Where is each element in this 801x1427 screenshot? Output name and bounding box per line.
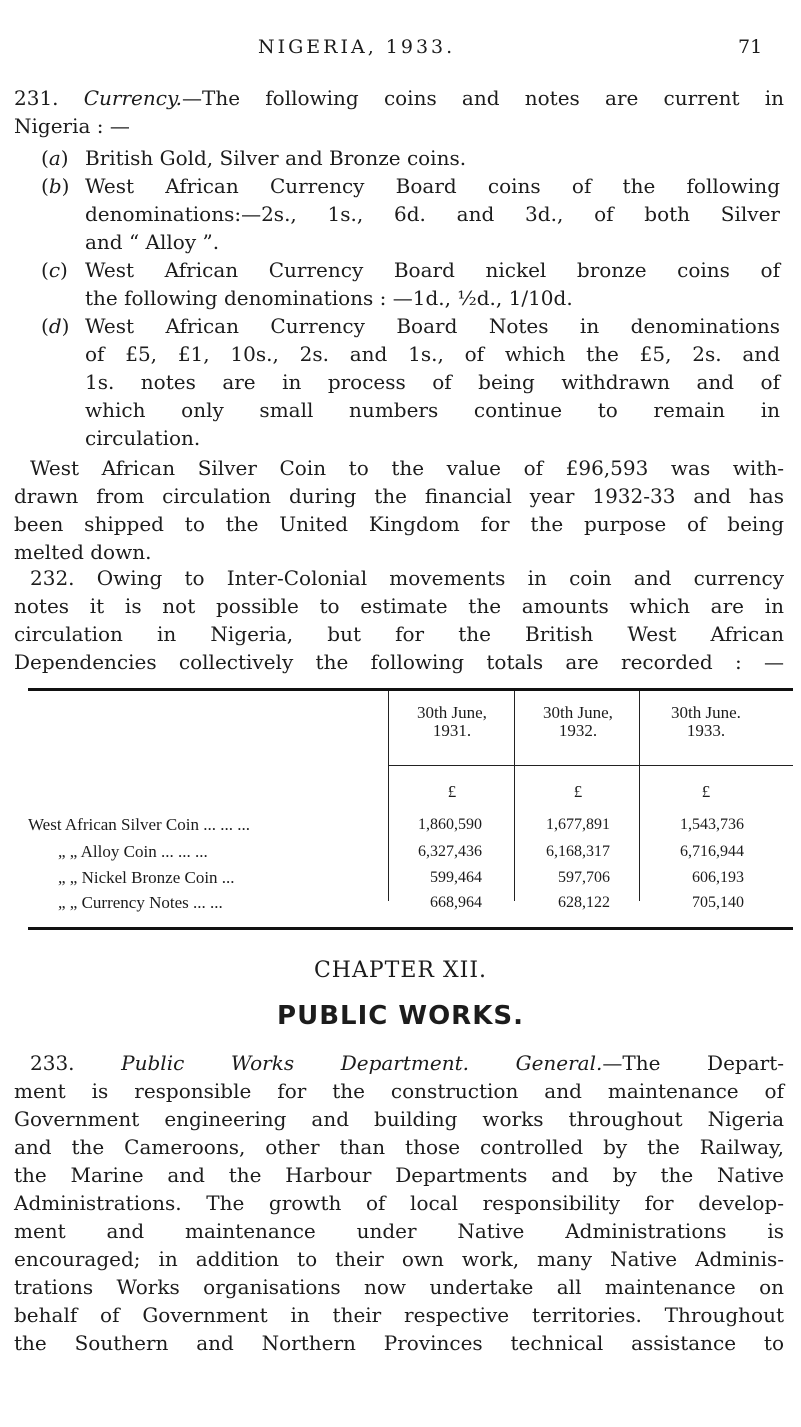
text-line: trations Works organisations now undertake all maintenance on (14, 1275, 784, 1299)
column-header-line: 1932. (558, 721, 598, 740)
running-header (0, 36, 801, 66)
text-line: 233. Public Works Department. General.—The Depart- (30, 1051, 785, 1075)
text-line: circulation. (85, 426, 201, 450)
table-header-rule (388, 765, 793, 766)
table-cell: 628,122 (558, 894, 610, 911)
list-item-label: (a) (41, 146, 69, 170)
text-line: West African Currency Board Notes in denominations (85, 314, 780, 338)
text-line: Nigeria : — (14, 114, 130, 138)
text-line: been shipped to the United Kingdom for the purpose of being (14, 512, 784, 536)
text-line: the Marine and the Harbour Departments and by the Native (14, 1163, 784, 1187)
text-line: British Gold, Silver and Bronze coins. (85, 146, 467, 170)
table-row-label: West African Silver Coin ... ... ... (28, 815, 250, 834)
column-header-line: 1933. (686, 721, 726, 740)
table-cell: 597,706 (558, 869, 610, 886)
text-line: the following denominations : —1d., ½d., 1/10d. (85, 286, 573, 310)
table-cell: 599,464 (430, 869, 482, 886)
table-cell: 6,168,317 (546, 843, 610, 860)
column-header-line: 1931. (432, 721, 472, 740)
section-232 (14, 564, 784, 676)
table-cell: 6,716,944 (680, 843, 744, 860)
text-line: Dependencies collectively the following totals are recorded : — (14, 650, 784, 674)
unit-label: £ (447, 782, 457, 801)
section-231-silver-withdrawal (14, 454, 784, 566)
table-cell: 1,543,736 (680, 816, 744, 833)
text-line: 232. Owing to Inter-Colonial movements in coin and currency (30, 566, 784, 590)
text-line: notes it is not possible to estimate the amounts which are in (14, 594, 784, 618)
chapter-number: CHAPTER XII. (313, 958, 488, 983)
text-line: West African Currency Board coins of the following (85, 174, 780, 198)
text-line: denominations:—2s., 1s., 6d. and 3d., of both Silver (85, 202, 780, 226)
table-cell: 1,860,590 (418, 816, 482, 833)
unit-label: £ (573, 782, 583, 801)
text-line: 231. Currency.—The following coins and notes are current in (14, 86, 784, 110)
text-line: encouraged; in addition to their own work, many Native Adminis- (14, 1247, 784, 1271)
text-line: West African Currency Board nickel bronze coins of (85, 258, 780, 282)
table-cell: 1,677,891 (546, 816, 610, 833)
text-line: West African Silver Coin to the value of £96,593 was with- (30, 456, 784, 480)
table-row-label: „ „ Alloy Coin ... ... ... (58, 842, 208, 861)
text-line: of £5, £1, 10s., 2s. and 1s., of which the £5, 2s. and (85, 342, 780, 366)
table-cell: 668,964 (430, 894, 482, 911)
table-top-rule (28, 688, 793, 691)
text-line: and the Cameroons, other than those controlled by the Railway, (14, 1135, 784, 1159)
column-header-1933 (643, 704, 769, 740)
unit-label: £ (701, 782, 711, 801)
table-cell: 6,327,436 (418, 843, 482, 860)
text-line: ment and maintenance under Native Administrations is (14, 1219, 784, 1243)
text-line: 1s. notes are in process of being withdrawn and of (85, 370, 780, 394)
column-header-line: 30th June, (417, 703, 487, 722)
list-item-label: (b) (41, 174, 70, 198)
list-item-label: (c) (41, 258, 68, 282)
text-line: the Southern and Northern Provinces technical assistance to (14, 1331, 784, 1355)
column-header-line: 30th June. (671, 703, 741, 722)
table-row-label: „ „ Nickel Bronze Coin ... (58, 868, 235, 887)
page-number: 71 (738, 36, 763, 58)
column-header-line: 30th June, (543, 703, 613, 722)
text-line: which only small numbers continue to remain in (85, 398, 780, 422)
column-header-1931 (392, 704, 512, 740)
text-line: behalf of Government in their respective territories. Throughout (14, 1303, 784, 1327)
text-line: ment is responsible for the construction and maintenance of (14, 1079, 784, 1103)
running-title: NIGERIA, 1933. (258, 36, 456, 58)
table-bottom-rule (28, 927, 793, 930)
chapter-title: PUBLIC WORKS. (277, 1001, 524, 1031)
list-item-label: (d) (41, 314, 70, 338)
table-cell: 705,140 (692, 894, 744, 911)
text-line: and “ Alloy ”. (85, 230, 220, 254)
text-line: melted down. (14, 540, 152, 564)
currency-table (0, 688, 801, 912)
table-row-label: „ „ Currency Notes ... ... (58, 893, 223, 912)
text-line: drawn from circulation during the financial year 1932-33 and has (14, 484, 784, 508)
table-cell: 606,193 (692, 869, 744, 886)
text-line: circulation in Nigeria, but for the British West African (14, 622, 784, 646)
column-header-1932 (518, 704, 638, 740)
text-line: Administrations. The growth of local responsibility for develop- (14, 1191, 784, 1215)
section-231-intro (14, 84, 784, 140)
section-233 (14, 1049, 785, 1357)
text-line: Government engineering and building works throughout Nigeria (14, 1107, 784, 1131)
